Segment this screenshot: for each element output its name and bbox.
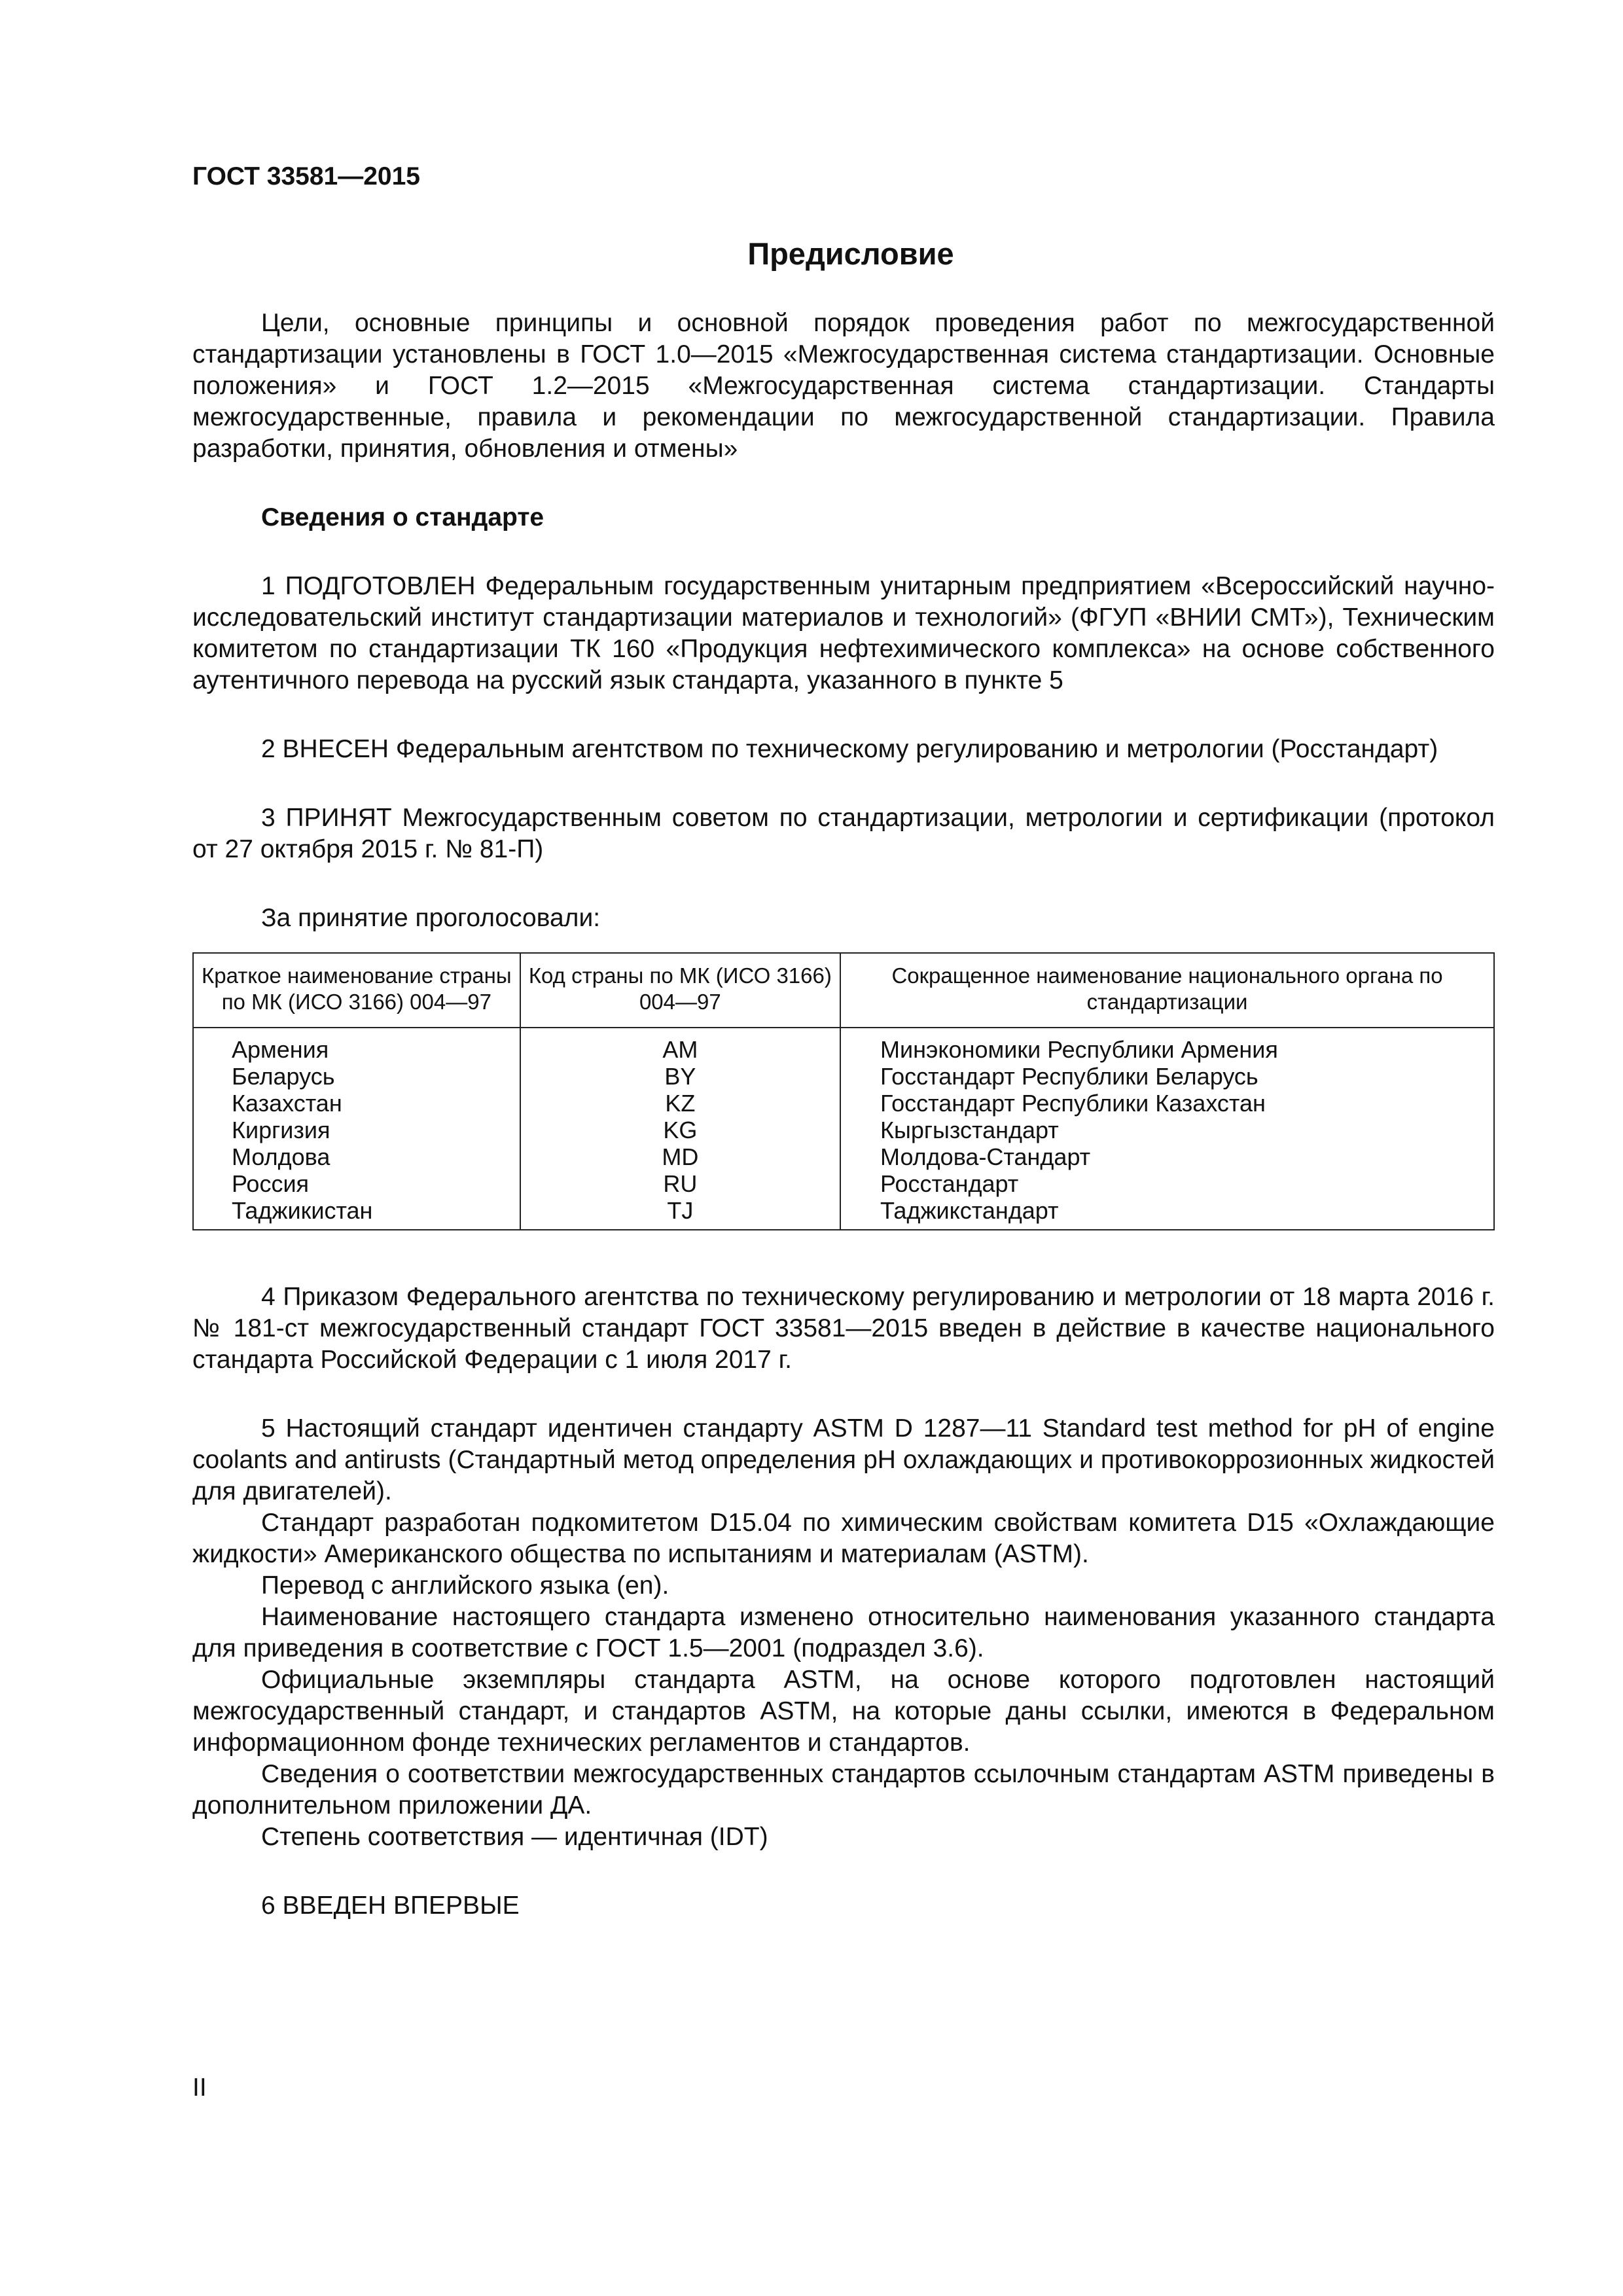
item-4-paragraph: 4 Приказом Федерального агентства по техническому регулированию и метрологии от 18 марта 2016 г. № 181-ст межгосударственный стандарт ГОСТ 33581—2015 введен в действие в качестве национального стандарта Российской Федерации с 1 июля 2017 г. (192, 1283, 1495, 1374)
national-body: Таджикстандарт (840, 1197, 1494, 1230)
national-body: Кыргызстандарт (840, 1117, 1494, 1143)
member-states-table (192, 952, 1495, 1230)
national-body: Росстандарт (840, 1170, 1494, 1197)
country-code: TJ (520, 1197, 840, 1230)
country-name: Беларусь (193, 1063, 520, 1090)
intro-paragraph: Цели, основные принципы и основной порядок проведения работ по межгосударственной стандартизации установлены в ГОСТ 1.0—2015 «Межгосударственная система стандартизации. Основные положения» и ГОСТ 1.2—2015 «Межгосударственная система стандартизации. Стандарты межгосударственные, правила и рекомендации по межгосударственной стандартизации. Правила разработки, принятия, обновления и отмены» (192, 309, 1495, 463)
item-5-title-change-paragraph: Наименование настоящего стандарта изменено относительно наименования указанного стандарта для приведения в соответствие с ГОСТ 1.5—2001 (подраздел 3.6). (192, 1603, 1495, 1662)
table-row (193, 1090, 1494, 1117)
country-code: AM (520, 1028, 840, 1063)
standard-info-heading: Сведения о стандарте (261, 503, 544, 531)
country-name: Молдова (193, 1143, 520, 1170)
country-code: MD (520, 1143, 840, 1170)
country-name: Россия (193, 1170, 520, 1197)
country-code: KZ (520, 1090, 840, 1117)
item-2-paragraph: 2 ВНЕСЕН Федеральным агентством по техническому регулированию и метрологии (Росстандарт) (261, 735, 1438, 763)
header-national-body: Сокращенное наименование национального органа по стандартизации (840, 953, 1494, 1028)
country-name: Казахстан (193, 1090, 520, 1117)
item-5-translation-paragraph: Перевод с английского языка (en). (261, 1571, 669, 1600)
national-body: Госстандарт Республики Беларусь (840, 1063, 1494, 1090)
country-code: BY (520, 1063, 840, 1090)
national-body: Госстандарт Республики Казахстан (840, 1090, 1494, 1117)
header-country-code: Код страны по МК (ИСО 3166) 004—97 (520, 953, 840, 1028)
country-code: RU (520, 1170, 840, 1197)
table-row (193, 1143, 1494, 1170)
header-country-name: Краткое наименование страны по МК (ИСО 3166) 004—97 (193, 953, 520, 1028)
section-title: Предисловие (747, 236, 954, 271)
item-5-paragraph: 5 Настоящий стандарт идентичен стандарту ASTM D 1287—11 Standard test method for pH of engine coolants and antirusts (Стандартный метод определения pH охлаждающих и противокоррозионных жидкостей для двигателей). (192, 1414, 1495, 1505)
table-row (193, 1117, 1494, 1143)
item-5-developer-paragraph: Стандарт разработан подкомитетом D15.04 по химическим свойствам комитета D15 «Охлаждающие жидкости» Американского общества по испытаниям и материалам (ASTM). (192, 1509, 1495, 1568)
item-1-paragraph: 1 ПОДГОТОВЛЕН Федеральным государственным унитарным предприятием «Всероссийский научно-исследовательский институт стандартизации материалов и технологий» (ФГУП «ВНИИ СМТ»), Техническим комитетом по стандартизации ТК 160 «Продукция нефтехимического комплекса» на основе собственного аутентичного перевода на русский язык стандарта, указанного в пункте 5 (192, 572, 1495, 694)
item-6-paragraph: 6 ВВЕДЕН ВПЕРВЫЕ (261, 1892, 520, 1920)
table-header-row (193, 953, 1494, 1028)
table-row (193, 1170, 1494, 1197)
country-code: KG (520, 1117, 840, 1143)
table-row (193, 1197, 1494, 1230)
table-row (193, 1063, 1494, 1090)
country-name: Армения (193, 1028, 520, 1063)
item-5-official-copies-paragraph: Официальные экземпляры стандарта ASTM, на основе которого подготовлен настоящий межгосударственный стандарт, и стандартов ASTM, на которые даны ссылки, имеются в Федеральном информационном фонде технических регламентов и стандартов. (192, 1666, 1495, 1757)
country-name: Киргизия (193, 1117, 520, 1143)
national-body: Минэкономики Республики Армения (840, 1028, 1494, 1063)
page-number: II (192, 2073, 207, 2102)
voted-label: За принятие проголосовали: (261, 904, 601, 932)
table-row (193, 1028, 1494, 1063)
document-header: ГОСТ 33581—2015 (192, 162, 420, 190)
foreword-body (192, 308, 1495, 1922)
item-5-correspondence-paragraph: Сведения о соответствии межгосударственных стандартов ссылочным стандартам ASTM приведены в дополнительном приложении ДА. (192, 1760, 1495, 1820)
country-name: Таджикистан (193, 1197, 520, 1230)
item-3-paragraph: 3 ПРИНЯТ Межгосударственным советом по стандартизации, метрологии и сертификации (протокол от 27 октября 2015 г. № 81-П) (192, 804, 1495, 863)
national-body: Молдова-Стандарт (840, 1143, 1494, 1170)
item-5-degree-paragraph: Степень соответствия — идентичная (IDT) (261, 1823, 768, 1851)
